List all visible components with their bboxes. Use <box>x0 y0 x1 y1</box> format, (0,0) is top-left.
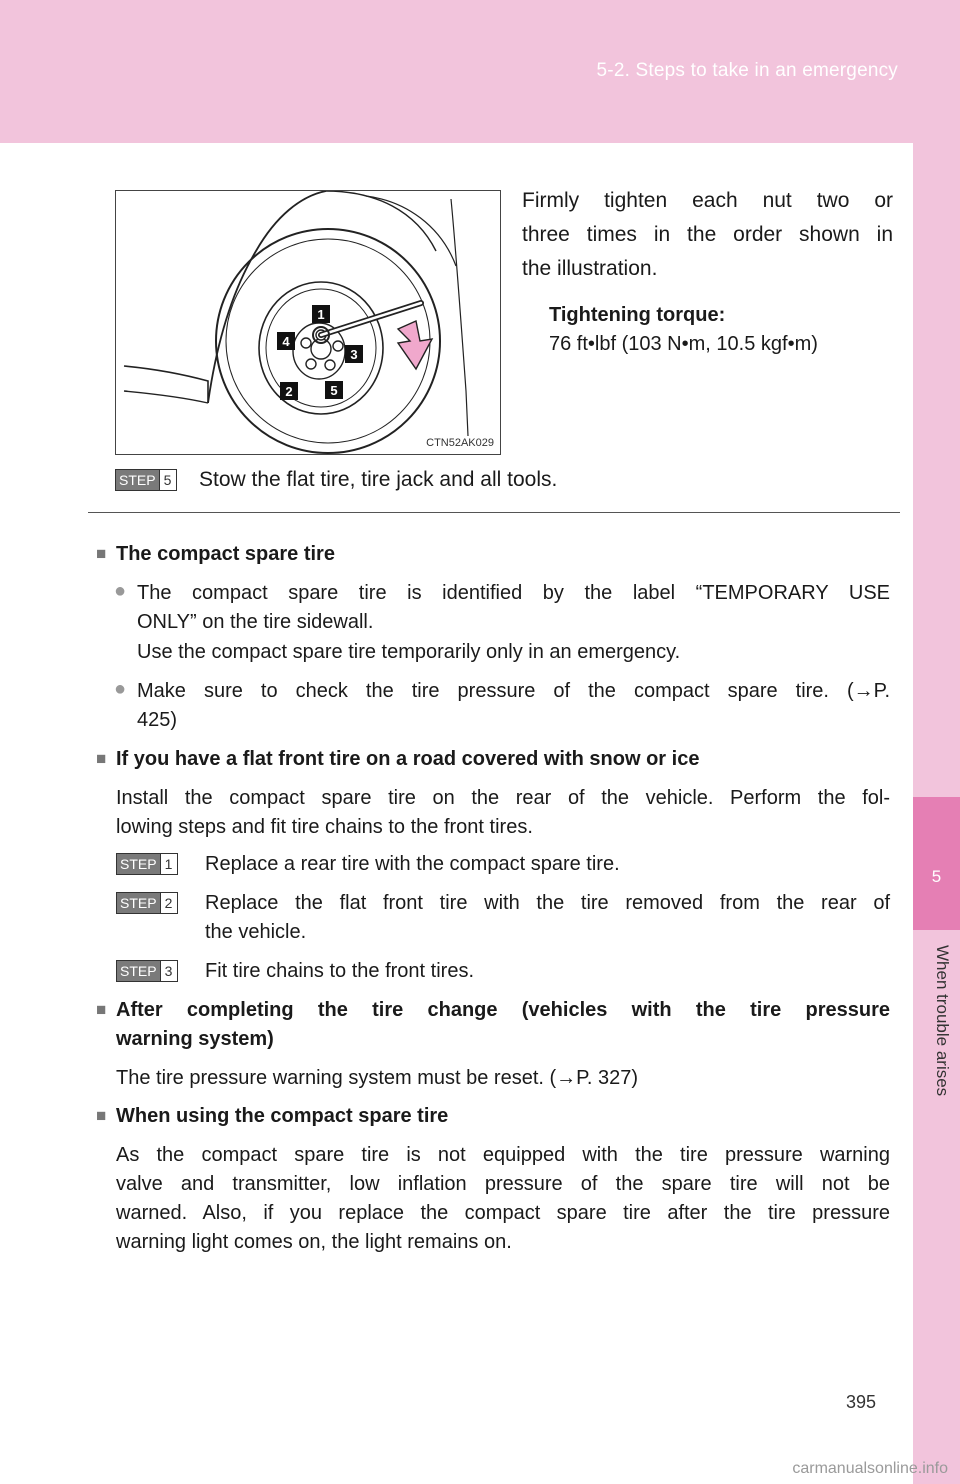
nut-label-2: 2 <box>285 384 293 399</box>
circle-bullet-icon: ● <box>114 678 127 700</box>
illustration-code: CTN52AK029 <box>426 437 494 449</box>
snow-step-3-text: Fit tire chains to the front tires. <box>205 960 474 982</box>
nut-label-1: 1 <box>317 307 325 322</box>
wheel-nut-illustration <box>115 190 501 455</box>
spare-bullet-2-line-2: 425) <box>137 709 178 731</box>
spare-bullet-2-line-1: Make sure to check the tire pressure of the compact spare tire. (→P. <box>137 680 890 702</box>
snow-step-2-line-2: the vehicle. <box>205 921 307 943</box>
after-body: The tire pressure warning system must be reset. (→P. 327) <box>116 1067 639 1089</box>
spare-bullet-1-line-3: Use the compact spare tire temporarily only in an emergency. <box>137 641 681 663</box>
heading-when-using: When using the compact spare tire <box>116 1105 449 1127</box>
snow-step-1-text: Replace a rear tire with the compact spare tire. <box>205 853 620 875</box>
header-title: 5-2. Steps to take in an emergency <box>596 60 898 81</box>
square-bullet-icon: ■ <box>96 1106 107 1125</box>
torque-value: 76 ft•lbf (103 N•m, 10.5 kgf•m) <box>549 333 818 355</box>
snow-body-line-1: Install the compact spare tire on the rear of the vehicle. Perform the fol- <box>116 787 890 809</box>
spare-bullet-1-line-2: ONLY” on the tire sidewall. <box>137 611 374 633</box>
snow-step-1-badge: STEP 1 <box>116 853 178 875</box>
watermark: carmanualsonline.info <box>792 1460 948 1477</box>
heading-snow-ice: If you have a flat front tire on a road covered with snow or ice <box>116 748 700 770</box>
using-body-line-4: warning light comes on, the light remains on. <box>116 1231 512 1253</box>
using-body-line-2: valve and transmitter, low inflation pressure of the spare tire will not be <box>116 1173 890 1195</box>
heading-after-line-2: warning system) <box>116 1028 274 1050</box>
snow-step-3-badge: STEP 3 <box>116 960 178 982</box>
wheel-illustration-svg <box>116 191 500 454</box>
nut-label-5: 5 <box>330 383 338 398</box>
nut-label-4: 4 <box>282 334 290 349</box>
section-divider <box>88 512 900 513</box>
snow-step-2-badge: STEP 2 <box>116 892 178 914</box>
step-4-line-1: Firmly tighten each nut two or <box>522 189 893 212</box>
heading-compact-spare: The compact spare tire <box>116 543 335 565</box>
torque-title: Tightening torque: <box>549 304 726 326</box>
square-bullet-icon: ■ <box>96 1000 107 1019</box>
step-5-text: Stow the flat tire, tire jack and all tools. <box>199 468 558 491</box>
nut-label-3: 3 <box>350 347 358 362</box>
step-4-line-3: the illustration. <box>522 257 658 280</box>
step-4-line-2: three times in the order shown in <box>522 223 893 246</box>
snow-body-line-2: lowing steps and fit tire chains to the front tires. <box>116 816 533 838</box>
using-body-line-3: warned. Also, if you replace the compact spare tire after the tire pressure <box>116 1202 890 1224</box>
step-5-badge: STEP 5 <box>115 469 177 491</box>
spare-bullet-1-line-1: The compact spare tire is identified by the label “TEMPORARY USE <box>137 582 890 604</box>
chapter-tab[interactable] <box>913 797 960 930</box>
page-number: 395 <box>846 1392 877 1412</box>
chapter-label: When trouble arises <box>933 945 952 1097</box>
chapter-number: 5 <box>931 867 942 886</box>
square-bullet-icon: ■ <box>96 544 107 563</box>
snow-step-2-line-1: Replace the flat front tire with the tire removed from the rear of <box>205 892 890 914</box>
square-bullet-icon: ■ <box>96 749 107 768</box>
circle-bullet-icon: ● <box>114 580 127 602</box>
page-header <box>0 0 960 143</box>
using-body-line-1: As the compact spare tire is not equipped with the tire pressure warning <box>116 1144 890 1166</box>
heading-after-line-1: After completing the tire change (vehicles with the tire pressure <box>116 999 890 1021</box>
